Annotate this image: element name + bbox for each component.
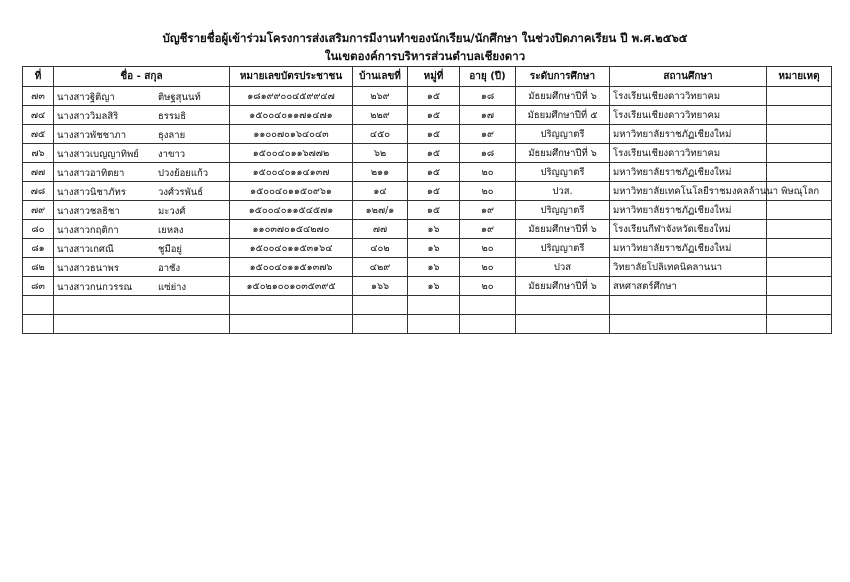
row-number: ๘๐ xyxy=(23,220,54,239)
age: ๒๐ xyxy=(460,163,516,182)
first-name: นางสาวอาทิตยา xyxy=(57,168,125,179)
last-name: อาชัง xyxy=(158,263,181,274)
id-number: ๑๕๐๒๑๐๐๑๐๓๕๓๙๕ xyxy=(230,277,353,296)
empty-cell xyxy=(408,315,460,334)
education-level: มัธยมศึกษาปีที่ ๖ xyxy=(516,87,610,106)
id-number: ๑๑๐๓๗๐๑๕๔๒๗๐ xyxy=(230,220,353,239)
col-header-age: อายุ (ปี) xyxy=(460,67,516,87)
id-number: ๑๕๐๐๔๐๑๑๕๐๙๖๑ xyxy=(230,182,353,201)
table-row xyxy=(23,220,832,239)
blank-row xyxy=(23,296,832,315)
school-name: โรงเรียนเชียงดาววิทยาคม xyxy=(610,144,767,163)
id-number: ๑๕๐๐๔๐๑๑๕๔๕๗๑ xyxy=(230,201,353,220)
note xyxy=(767,144,832,163)
col-header-house: บ้านเลขที่ xyxy=(353,67,408,87)
note xyxy=(767,258,832,277)
school-name: โรงเรียนเชียงดาววิทยาคม xyxy=(610,106,767,125)
id-number: ๑๘๑๙๙๐๐๔๕๙๙๔๗ xyxy=(230,87,353,106)
house-number: ๔๒๙ xyxy=(353,258,408,277)
village-number: ๑๖ xyxy=(408,277,460,296)
first-name: นางสาวกฤติกา xyxy=(57,225,119,236)
table-row xyxy=(23,201,832,220)
school-name: มหาวิทยาลัยราชภัฏเชียงใหม่ xyxy=(610,125,767,144)
table-row xyxy=(23,87,832,106)
id-number: ๑๕๐๐๔๐๑๑๗๑๔๗๑ xyxy=(230,106,353,125)
education-level: ปริญญาตรี xyxy=(516,239,610,258)
age: ๑๙ xyxy=(460,201,516,220)
document-title: บัญชีรายชื่อผู้เข้าร่วมโครงการส่งเสริมการมีงานทำของนักเรียน/นักศึกษา ในช่วงปิดภาคเรียน ปี พ.ศ.๒๕๖๕ xyxy=(162,31,688,45)
name-cell xyxy=(54,220,230,239)
empty-cell xyxy=(516,296,610,315)
name-cell xyxy=(54,106,230,125)
name-cell xyxy=(54,87,230,106)
empty-cell xyxy=(23,296,54,315)
col-header-moo: หมู่ที่ xyxy=(408,67,460,87)
first-name: นางสาวธนาพร xyxy=(57,263,119,274)
first-name: นางสาวเบญญาทิพย์ xyxy=(57,149,139,160)
education-level: ปวส xyxy=(516,258,610,277)
table-row xyxy=(23,258,832,277)
school-name: มหาวิทยาลัยราชภัฏเชียงใหม่ xyxy=(610,201,767,220)
last-name: ปวงย้อยแก้ว xyxy=(158,168,209,179)
table-row xyxy=(23,239,832,258)
empty-cell xyxy=(460,315,516,334)
table-row xyxy=(23,277,832,296)
school-name: มหาวิทยาลัยเทคโนโลยีราชมงคลล้านนา พิษณุโลก xyxy=(610,182,767,201)
education-level: มัธยมศึกษาปีที่ ๖ xyxy=(516,220,610,239)
school-name: โรงเรียนเชียงดาววิทยาคม xyxy=(610,87,767,106)
name-cell xyxy=(54,239,230,258)
empty-cell xyxy=(460,296,516,315)
last-name: ธุงลาย xyxy=(158,130,186,141)
empty-cell xyxy=(353,296,408,315)
row-number: ๗๘ xyxy=(23,182,54,201)
document-subtitle: ในเขตองค์การบริหารส่วนตำบลเชียงดาว xyxy=(324,49,526,63)
village-number: ๑๕ xyxy=(408,163,460,182)
first-name: นางสาวพัชชาภา xyxy=(57,130,127,141)
village-number: ๑๕ xyxy=(408,182,460,201)
first-name: นางสาวฐิติญา xyxy=(57,92,115,103)
note xyxy=(767,87,832,106)
age: ๑๘ xyxy=(460,87,516,106)
house-number: ๑๖๖ xyxy=(353,277,408,296)
row-number: ๘๑ xyxy=(23,239,54,258)
age: ๒๐ xyxy=(460,182,516,201)
row-number: ๗๙ xyxy=(23,201,54,220)
row-number: ๗๔ xyxy=(23,106,54,125)
blank-row xyxy=(23,315,832,334)
house-number: ๑๔ xyxy=(353,182,408,201)
last-name: ติษฐสุนนท์ xyxy=(158,92,201,103)
last-name: งาขาว xyxy=(158,149,186,160)
empty-cell xyxy=(353,315,408,334)
education-level: ปวส. xyxy=(516,182,610,201)
age: ๒๐ xyxy=(460,277,516,296)
name-cell xyxy=(54,125,230,144)
school-name: สหศาสตร์ศึกษา xyxy=(610,277,767,296)
last-name: แซ่ย่าง xyxy=(158,282,187,293)
name-cell xyxy=(54,163,230,182)
table-header-row xyxy=(23,67,832,87)
house-number: ๒๖๙ xyxy=(353,87,408,106)
col-header-id: หมายเลขบัตรประชาชน xyxy=(230,67,353,87)
table-row xyxy=(23,182,832,201)
empty-cell xyxy=(54,296,230,315)
empty-cell xyxy=(230,296,353,315)
row-number: ๗๓ xyxy=(23,87,54,106)
last-name: เยหลง xyxy=(158,225,184,236)
id-number: ๑๕๐๐๔๐๑๑๕๑๓๗๖ xyxy=(230,258,353,277)
empty-cell xyxy=(767,296,832,315)
col-header-note: หมายเหตุ xyxy=(767,67,832,87)
last-name: ชูมีอยู่ xyxy=(158,244,182,255)
row-number: ๗๕ xyxy=(23,125,54,144)
note xyxy=(767,239,832,258)
first-name: นางสาวเกศณี xyxy=(57,244,114,255)
village-number: ๑๖ xyxy=(408,220,460,239)
school-name: มหาวิทยาลัยราชภัฏเชียงใหม่ xyxy=(610,163,767,182)
col-header-no: ที่ xyxy=(23,67,54,87)
first-name: นางสาวนิชาภัทร xyxy=(57,187,126,198)
education-level: มัธยมศึกษาปีที่ ๖ xyxy=(516,277,610,296)
empty-cell xyxy=(23,315,54,334)
empty-cell xyxy=(54,315,230,334)
row-number: ๗๖ xyxy=(23,144,54,163)
name-cell xyxy=(54,277,230,296)
name-cell xyxy=(54,258,230,277)
village-number: ๑๕ xyxy=(408,144,460,163)
row-number: ๗๗ xyxy=(23,163,54,182)
house-number: ๑๒๗/๑ xyxy=(353,201,408,220)
education-level: ปริญญาตรี xyxy=(516,201,610,220)
village-number: ๑๖ xyxy=(408,239,460,258)
first-name: นางสาวชลธิชา xyxy=(57,206,120,217)
age: ๒๐ xyxy=(460,258,516,277)
age: ๑๙ xyxy=(460,220,516,239)
table-row xyxy=(23,163,832,182)
village-number: ๑๕ xyxy=(408,201,460,220)
school-name: วิทยาลัยโปลิเทคนิคลานนา xyxy=(610,258,767,277)
participant-table xyxy=(22,66,832,334)
house-number: ๔๕๐ xyxy=(353,125,408,144)
name-cell xyxy=(54,182,230,201)
last-name: มะวงศ์ xyxy=(158,206,186,217)
empty-cell xyxy=(230,315,353,334)
village-number: ๑๕ xyxy=(408,125,460,144)
table-body xyxy=(23,87,832,334)
table-row xyxy=(23,106,832,125)
col-header-education: ระดับการศึกษา xyxy=(516,67,610,87)
last-name: ธรรมธิ xyxy=(158,111,187,122)
age: ๑๘ xyxy=(460,144,516,163)
empty-cell xyxy=(610,296,767,315)
row-number: ๘๒ xyxy=(23,258,54,277)
house-number: ๗๗ xyxy=(353,220,408,239)
education-level: ปริญญาตรี xyxy=(516,163,610,182)
school-name: โรงเรียนกีฬาจังหวัดเชียงใหม่ xyxy=(610,220,767,239)
note xyxy=(767,106,832,125)
empty-cell xyxy=(516,315,610,334)
id-number: ๑๑๐๐๗๐๑๖๔๐๔๓ xyxy=(230,125,353,144)
note xyxy=(767,125,832,144)
age: ๑๗ xyxy=(460,106,516,125)
empty-cell xyxy=(610,315,767,334)
education-level: มัธยมศึกษาปีที่ ๕ xyxy=(516,106,610,125)
name-cell xyxy=(54,144,230,163)
village-number: ๑๕ xyxy=(408,87,460,106)
row-number: ๘๓ xyxy=(23,277,54,296)
name-cell xyxy=(54,201,230,220)
empty-cell xyxy=(767,315,832,334)
house-number: ๒๒๙ xyxy=(353,106,408,125)
note xyxy=(767,277,832,296)
house-number: ๔๐๒ xyxy=(353,239,408,258)
note xyxy=(767,220,832,239)
first-name: นางสาววิมลสิริ xyxy=(57,111,119,122)
village-number: ๑๕ xyxy=(408,106,460,125)
note xyxy=(767,201,832,220)
table-row xyxy=(23,125,832,144)
note xyxy=(767,163,832,182)
house-number: ๖๒ xyxy=(353,144,408,163)
first-name: นางสาวกนกวรรณ xyxy=(57,282,133,293)
id-number: ๑๕๐๐๔๐๑๑๔๑๓๗ xyxy=(230,163,353,182)
age: ๑๙ xyxy=(460,125,516,144)
id-number: ๑๕๐๐๔๐๑๑๖๗๗๒ xyxy=(230,144,353,163)
age: ๒๐ xyxy=(460,239,516,258)
house-number: ๒๑๑ xyxy=(353,163,408,182)
col-header-name: ชื่อ - สกุล xyxy=(54,67,230,87)
col-header-school: สถานศึกษา xyxy=(610,67,767,87)
table-row xyxy=(23,144,832,163)
village-number: ๑๖ xyxy=(408,258,460,277)
school-name: มหาวิทยาลัยราชภัฏเชียงใหม่ xyxy=(610,239,767,258)
id-number: ๑๕๐๐๔๐๑๑๕๓๑๖๔ xyxy=(230,239,353,258)
last-name: วงศ์วรพันธ์ xyxy=(158,187,203,198)
education-level: ปริญญาตรี xyxy=(516,125,610,144)
empty-cell xyxy=(408,296,460,315)
education-level: มัธยมศึกษาปีที่ ๖ xyxy=(516,144,610,163)
